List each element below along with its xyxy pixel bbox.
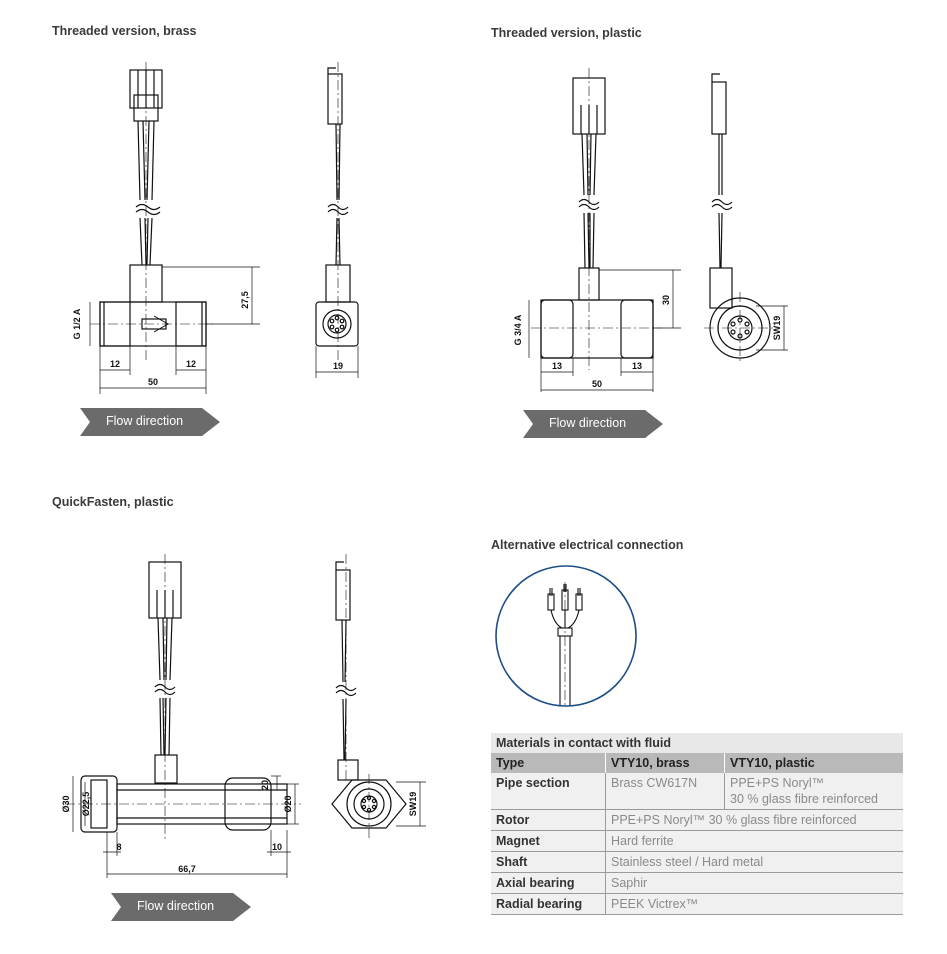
section-title-brass: Threaded version, brass xyxy=(52,24,197,38)
dim-qf-outer-dia: Ø30 xyxy=(61,795,71,813)
dim-qf-flange: 8 xyxy=(116,842,122,852)
dim-plastic-thread: G 3/4 A xyxy=(513,314,523,346)
dim-qf-wrench: SW19 xyxy=(408,791,418,817)
dim-plastic-length: 50 xyxy=(591,379,603,389)
flow-direction-label: Flow direction xyxy=(106,414,184,428)
row-value: Saphir xyxy=(611,876,648,890)
table-row xyxy=(491,773,903,810)
cell-plastic-line1: PPE+PS Noryl™ xyxy=(730,776,825,790)
cell-brass: Brass CW617N xyxy=(606,773,725,810)
dim-brass-thread: G 1/2 A xyxy=(72,308,82,340)
dim-qf-pipe-dia: Ø20 xyxy=(283,795,293,813)
row-label: Magnet xyxy=(491,831,606,852)
dim-brass-end-left: 12 xyxy=(109,359,121,369)
dim-plastic-end-right: 13 xyxy=(631,361,643,371)
dim-plastic-height: 30 xyxy=(661,294,671,306)
flow-direction-arrow-plastic xyxy=(523,410,663,438)
table-caption-row xyxy=(491,733,903,753)
dim-brass-height: 27,5 xyxy=(240,291,250,309)
dim-brass-end-right: 12 xyxy=(185,359,197,369)
plastic-front-drawing xyxy=(505,60,695,400)
row-value: PEEK Victrex™ xyxy=(611,897,699,911)
brass-front-drawing xyxy=(60,60,290,400)
column-header-type: Type xyxy=(491,753,606,773)
table-row xyxy=(491,852,903,873)
section-title-plastic: Threaded version, plastic xyxy=(491,26,642,40)
plastic-side-drawing xyxy=(700,60,800,370)
table-header-row xyxy=(491,753,903,773)
row-label: Rotor xyxy=(491,810,606,831)
flow-direction-arrow-brass xyxy=(80,408,220,436)
section-title-quickfasten: QuickFasten, plastic xyxy=(52,495,174,509)
materials-table xyxy=(491,733,903,915)
brass-side-drawing xyxy=(300,60,380,380)
row-label: Axial bearing xyxy=(491,873,606,894)
dim-qf-length: 66,7 xyxy=(178,864,196,874)
quickfasten-front-drawing xyxy=(55,550,315,890)
dim-plastic-wrench: SW19 xyxy=(772,315,782,341)
quickfasten-side-drawing xyxy=(320,550,430,850)
row-value: Stainless steel / Hard metal xyxy=(611,855,764,869)
column-header-brass: VTY10, brass xyxy=(606,753,725,773)
dim-qf-inner-dia: Ø22,5 xyxy=(81,791,91,817)
row-label: Pipe section xyxy=(491,773,606,810)
row-value: Hard ferrite xyxy=(611,834,674,848)
table-row xyxy=(491,831,903,852)
dim-qf-height: 20 xyxy=(260,779,270,791)
dim-qf-end: 10 xyxy=(271,842,283,852)
flow-direction-arrow-quickfasten xyxy=(111,893,251,921)
table-caption: Materials in contact with fluid xyxy=(491,733,903,753)
row-value: PPE+PS Noryl™ 30 % glass fibre reinforced xyxy=(611,813,857,827)
section-title-alt-connection: Alternative electrical connection xyxy=(491,538,684,552)
column-header-plastic: VTY10, plastic xyxy=(725,753,904,773)
row-label: Shaft xyxy=(491,852,606,873)
cell-plastic-line2: 30 % glass fibre reinforced xyxy=(730,792,878,806)
row-label: Radial bearing xyxy=(491,894,606,915)
table-row xyxy=(491,810,903,831)
dim-brass-width: 19 xyxy=(332,361,344,371)
table-row xyxy=(491,894,903,915)
flow-direction-label: Flow direction xyxy=(137,899,215,913)
alt-connection-drawing xyxy=(492,562,640,710)
cell-plastic xyxy=(725,773,904,810)
dim-plastic-end-left: 13 xyxy=(551,361,563,371)
table-row xyxy=(491,873,903,894)
dim-brass-length: 50 xyxy=(147,377,159,387)
flow-direction-label: Flow direction xyxy=(549,416,627,430)
